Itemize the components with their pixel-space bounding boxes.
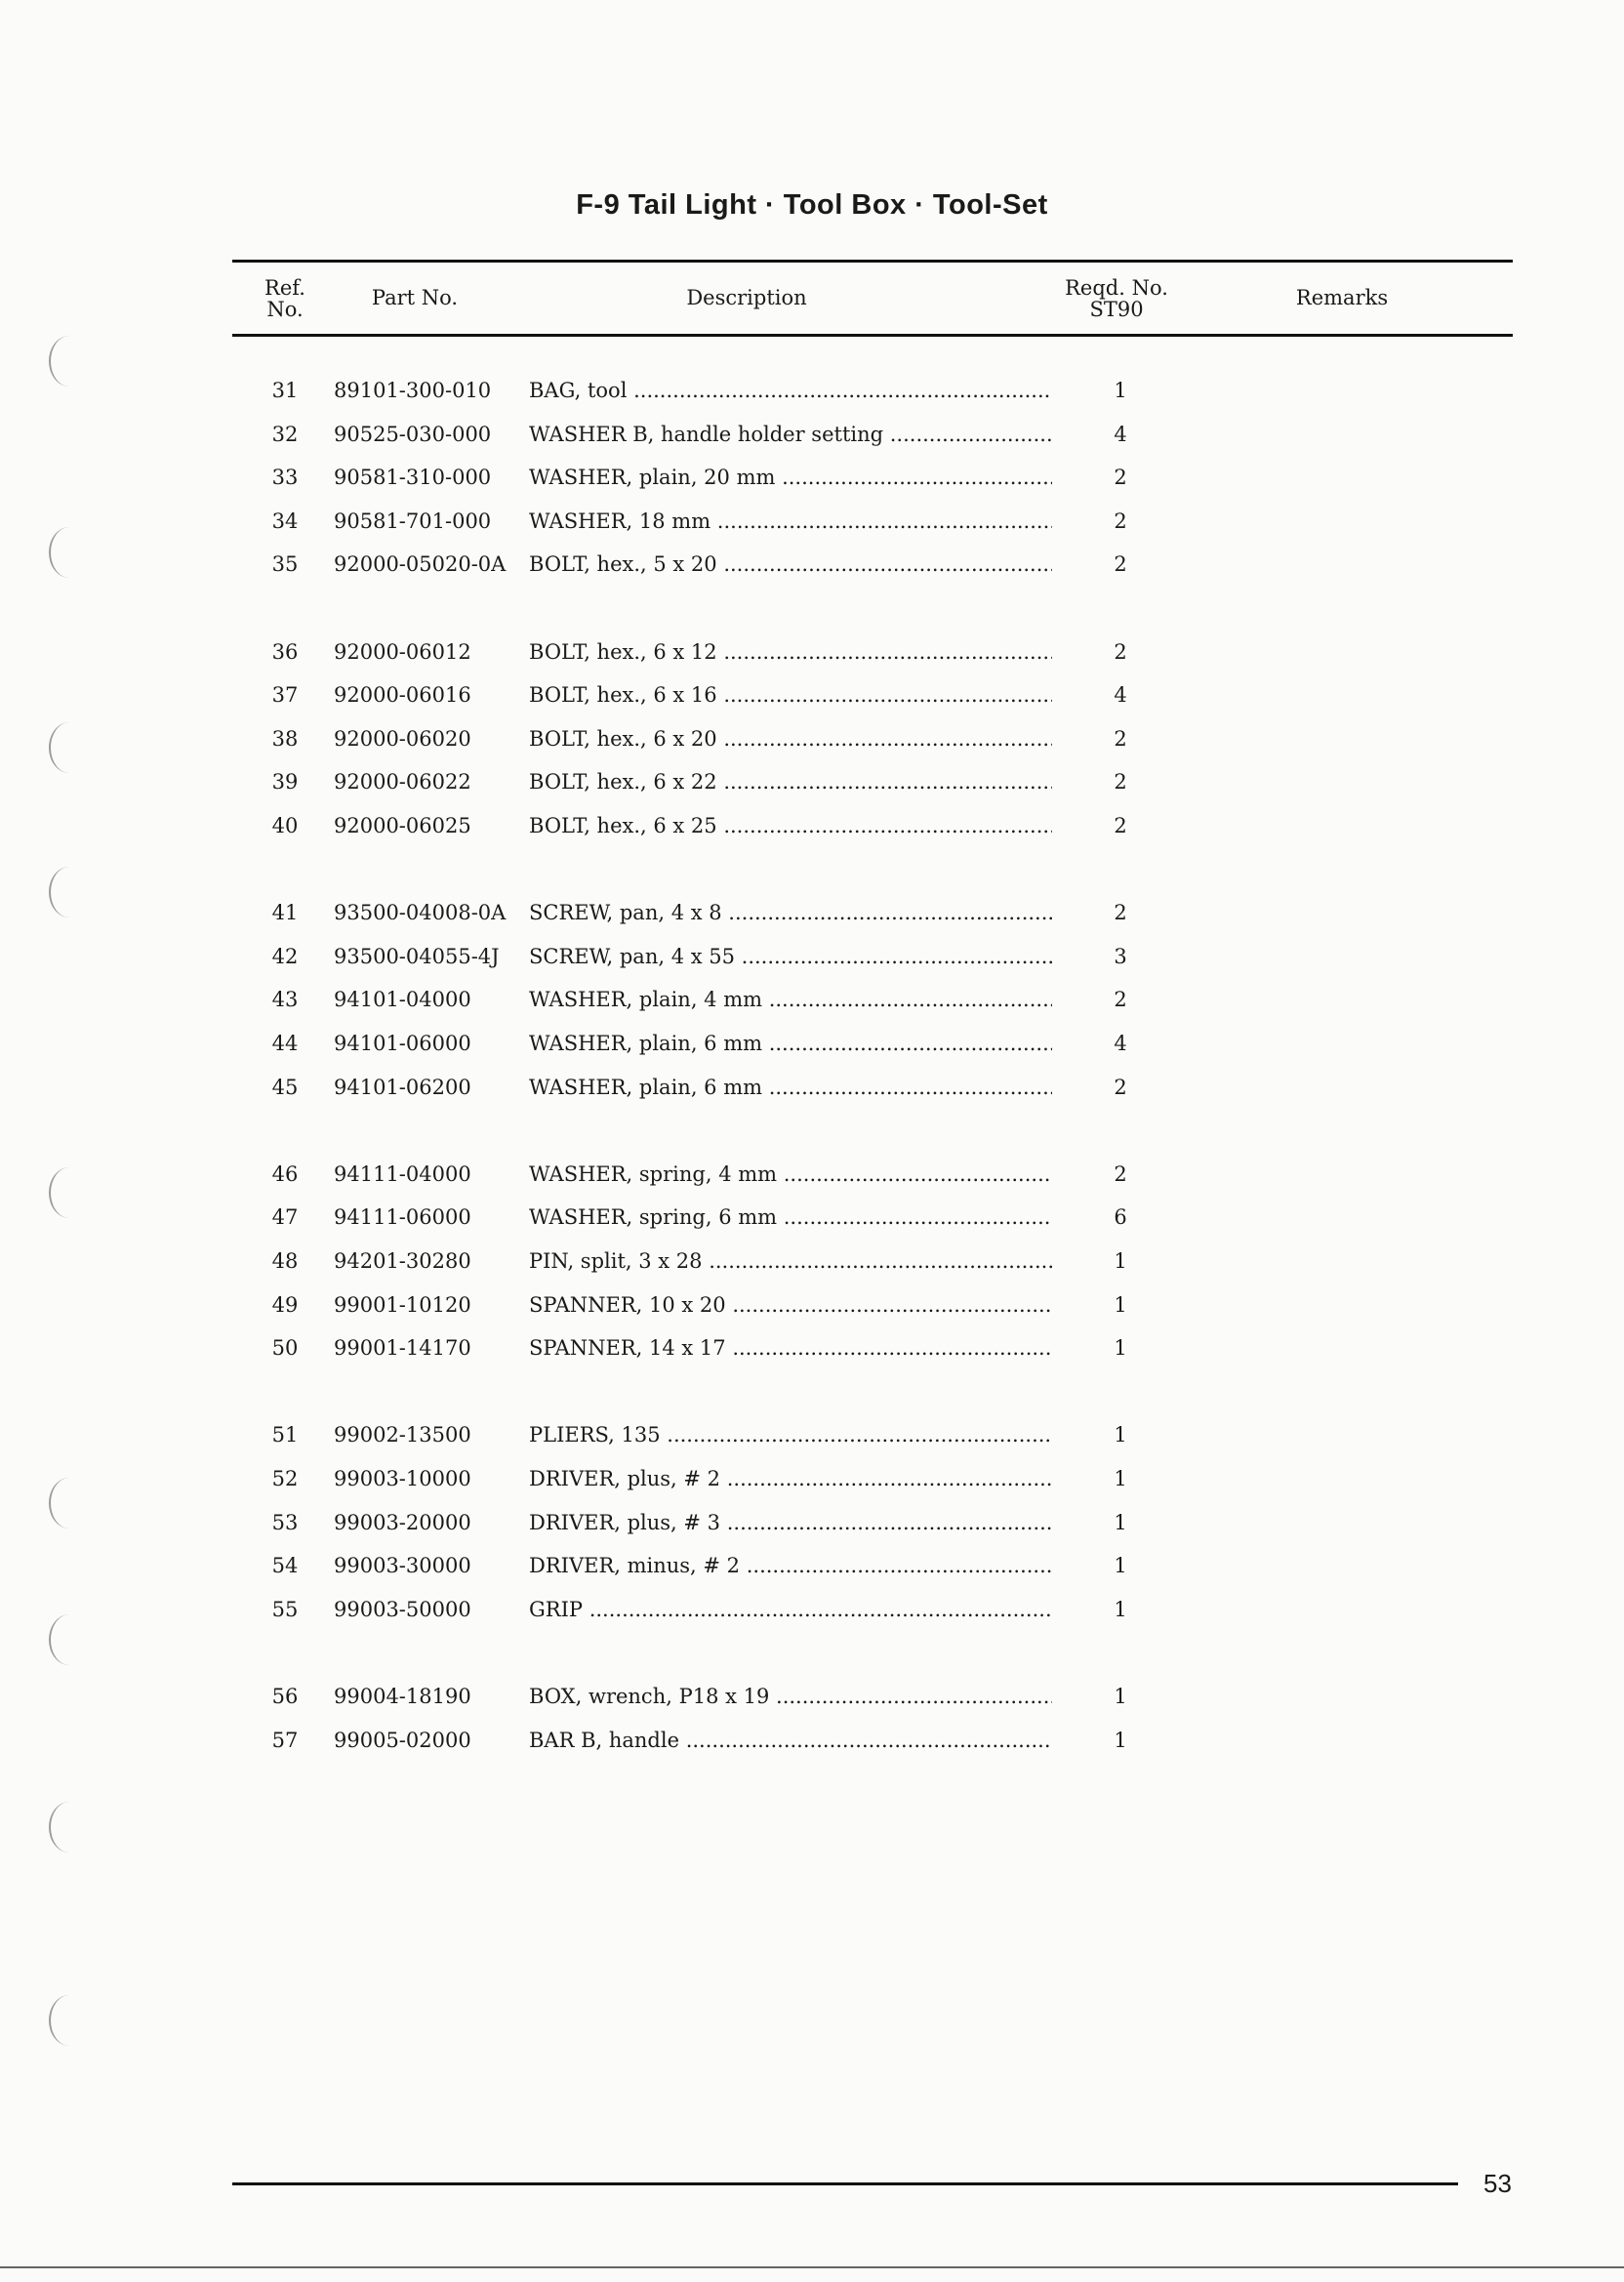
quantity-cell: 2 bbox=[1114, 814, 1127, 837]
column-header-reqd-no bbox=[1035, 277, 1198, 320]
description-cell: WASHER, plain, 6 mm ..... bbox=[529, 1072, 1052, 1103]
part-no-cell: 99003-10000 bbox=[334, 1467, 471, 1490]
part-no-cell: 94101-04000 bbox=[334, 988, 471, 1012]
quantity-cell: 3 bbox=[1114, 944, 1127, 968]
quantity-cell: 2 bbox=[1114, 988, 1127, 1012]
quantity-cell: 1 bbox=[1114, 1554, 1127, 1578]
quantity-cell: 2 bbox=[1114, 1161, 1127, 1186]
table-row bbox=[0, 1419, 1624, 1450]
description-cell: BOLT, hex., 5 x 20 ..... bbox=[529, 549, 1052, 580]
quantity-cell: 1 bbox=[1114, 1467, 1127, 1490]
ref-no-cell: 54 bbox=[271, 1554, 299, 1578]
reqd-header-line1: Reqd. No. bbox=[1065, 276, 1168, 300]
quantity-cell: 4 bbox=[1114, 683, 1127, 708]
binder-hole-mark bbox=[49, 336, 90, 387]
ref-no-cell: 56 bbox=[271, 1685, 299, 1708]
binder-hole-mark bbox=[49, 1614, 90, 1665]
quantity-cell: 1 bbox=[1114, 1423, 1127, 1447]
quantity-cell: 1 bbox=[1114, 1336, 1127, 1361]
part-no-cell: 92000-06012 bbox=[334, 639, 471, 664]
part-no-cell: 93500-04008-0A bbox=[334, 901, 507, 925]
quantity-cell: 2 bbox=[1114, 901, 1127, 925]
table-row bbox=[0, 1594, 1624, 1625]
table-row bbox=[0, 1725, 1624, 1756]
table-row bbox=[0, 1463, 1624, 1494]
part-no-cell: 90525-030-000 bbox=[334, 422, 492, 446]
table-row bbox=[0, 941, 1624, 972]
table-row bbox=[0, 766, 1624, 797]
column-header-description: Description bbox=[686, 286, 807, 309]
binder-hole-mark bbox=[49, 1478, 90, 1528]
quantity-cell: 2 bbox=[1114, 639, 1127, 664]
ref-no-cell: 34 bbox=[271, 509, 299, 533]
description-cell: WASHER, 18 mm ..... bbox=[529, 506, 1052, 537]
quantity-cell: 2 bbox=[1114, 770, 1127, 795]
ref-no-cell: 36 bbox=[271, 639, 299, 664]
quantity-cell: 1 bbox=[1114, 1292, 1127, 1317]
table-row bbox=[0, 1681, 1624, 1712]
description-cell: PIN, split, 3 x 28 ..... bbox=[529, 1245, 1052, 1277]
page-number: 53 bbox=[1483, 2169, 1512, 2198]
part-no-cell: 94101-06000 bbox=[334, 1032, 471, 1055]
reqd-header-line2: ST90 bbox=[1089, 298, 1144, 321]
ref-no-cell: 33 bbox=[271, 466, 299, 490]
ref-no-cell: 31 bbox=[271, 379, 299, 402]
binder-hole-mark bbox=[49, 1802, 90, 1853]
header-bottom-rule bbox=[232, 334, 1513, 337]
part-no-cell: 99003-50000 bbox=[334, 1597, 471, 1621]
table-row bbox=[0, 1550, 1624, 1581]
part-no-cell: 94111-04000 bbox=[334, 1161, 471, 1186]
part-no-cell: 89101-300-010 bbox=[334, 379, 492, 402]
ref-no-cell: 49 bbox=[271, 1292, 299, 1317]
quantity-cell: 1 bbox=[1114, 379, 1127, 402]
table-row bbox=[0, 1332, 1624, 1364]
table-row bbox=[0, 419, 1624, 450]
description-cell: GRIP ..... bbox=[529, 1594, 1052, 1625]
table-row bbox=[0, 810, 1624, 841]
part-no-cell: 92000-06022 bbox=[334, 770, 471, 795]
description-cell: WASHER, plain, 20 mm ..... bbox=[529, 462, 1052, 493]
ref-no-cell: 50 bbox=[271, 1336, 299, 1361]
ref-no-cell: 57 bbox=[271, 1728, 299, 1752]
description-cell: WASHER B, handle holder setting ..... bbox=[529, 419, 1052, 450]
quantity-cell: 2 bbox=[1114, 726, 1127, 751]
description-cell: DRIVER, plus, # 2 ..... bbox=[529, 1463, 1052, 1494]
column-header-ref-no bbox=[250, 277, 320, 320]
ref-no-cell: 41 bbox=[271, 901, 299, 925]
ref-no-cell: 42 bbox=[271, 944, 299, 968]
table-row bbox=[0, 506, 1624, 537]
ref-no-cell: 40 bbox=[271, 814, 299, 837]
part-no-cell: 99001-10120 bbox=[334, 1292, 471, 1317]
table-row bbox=[0, 1507, 1624, 1538]
quantity-cell: 6 bbox=[1114, 1205, 1127, 1230]
table-row bbox=[0, 1028, 1624, 1059]
ref-no-cell: 46 bbox=[271, 1161, 299, 1186]
ref-no-cell: 51 bbox=[271, 1423, 299, 1447]
page-edge-line bbox=[0, 2266, 1624, 2268]
part-no-cell: 99001-14170 bbox=[334, 1336, 471, 1361]
column-header-part-no: Part No. bbox=[371, 286, 459, 309]
description-cell: BOLT, hex., 6 x 12 ..... bbox=[529, 636, 1052, 668]
ref-no-cell: 39 bbox=[271, 770, 299, 795]
ref-header-line1: Ref. bbox=[264, 276, 305, 300]
ref-no-cell: 37 bbox=[271, 683, 299, 708]
description-cell: BOLT, hex., 6 x 16 ..... bbox=[529, 679, 1052, 711]
table-row bbox=[0, 723, 1624, 754]
description-cell: DRIVER, plus, # 3 ..... bbox=[529, 1507, 1052, 1538]
ref-header-line2: No. bbox=[266, 298, 304, 321]
footer-rule bbox=[232, 2182, 1458, 2185]
ref-no-cell: 48 bbox=[271, 1249, 299, 1273]
part-no-cell: 99003-20000 bbox=[334, 1510, 471, 1534]
table-row bbox=[0, 1289, 1624, 1321]
part-no-cell: 90581-310-000 bbox=[334, 466, 492, 490]
ref-no-cell: 43 bbox=[271, 988, 299, 1012]
part-no-cell: 94201-30280 bbox=[334, 1249, 471, 1273]
quantity-cell: 4 bbox=[1114, 1032, 1127, 1055]
description-cell: SPANNER, 14 x 17 ..... bbox=[529, 1332, 1052, 1364]
ref-no-cell: 53 bbox=[271, 1510, 299, 1534]
binder-hole-mark bbox=[49, 722, 90, 773]
description-cell: BOLT, hex., 6 x 25 ..... bbox=[529, 810, 1052, 841]
ref-no-cell: 47 bbox=[271, 1205, 299, 1230]
part-no-cell: 90581-701-000 bbox=[334, 509, 492, 533]
description-cell: SCREW, pan, 4 x 8 ..... bbox=[529, 897, 1052, 928]
table-row bbox=[0, 1245, 1624, 1277]
part-no-cell: 94111-06000 bbox=[334, 1205, 471, 1230]
description-cell: BOX, wrench, P18 x 19 ..... bbox=[529, 1681, 1052, 1712]
description-cell: WASHER, plain, 4 mm ..... bbox=[529, 984, 1052, 1015]
table-top-rule bbox=[232, 260, 1513, 263]
part-no-cell: 99002-13500 bbox=[334, 1423, 471, 1447]
part-no-cell: 92000-06025 bbox=[334, 814, 471, 837]
table-row bbox=[0, 984, 1624, 1015]
quantity-cell: 1 bbox=[1114, 1249, 1127, 1273]
description-cell: WASHER, spring, 6 mm ..... bbox=[529, 1202, 1052, 1233]
description-cell: BOLT, hex., 6 x 22 ..... bbox=[529, 766, 1052, 797]
table-row bbox=[0, 897, 1624, 928]
quantity-cell: 1 bbox=[1114, 1597, 1127, 1621]
description-cell: BAR B, handle ..... bbox=[529, 1725, 1052, 1756]
part-no-cell: 92000-06016 bbox=[334, 683, 471, 708]
quantity-cell: 4 bbox=[1114, 422, 1127, 446]
table-row bbox=[0, 462, 1624, 493]
ref-no-cell: 44 bbox=[271, 1032, 299, 1055]
quantity-cell: 1 bbox=[1114, 1728, 1127, 1752]
part-no-cell: 99004-18190 bbox=[334, 1685, 471, 1708]
ref-no-cell: 55 bbox=[271, 1597, 299, 1621]
table-row bbox=[0, 679, 1624, 711]
quantity-cell: 2 bbox=[1114, 509, 1127, 533]
quantity-cell: 1 bbox=[1114, 1510, 1127, 1534]
description-cell: BOLT, hex., 6 x 20 ..... bbox=[529, 723, 1052, 754]
description-cell: SCREW, pan, 4 x 55 ..... bbox=[529, 941, 1052, 972]
description-cell: WASHER, plain, 6 mm ..... bbox=[529, 1028, 1052, 1059]
table-row bbox=[0, 375, 1624, 406]
quantity-cell: 2 bbox=[1114, 1075, 1127, 1099]
column-header-remarks: Remarks bbox=[1295, 286, 1389, 309]
page-title: F-9 Tail Light · Tool Box · Tool-Set bbox=[576, 189, 1048, 221]
description-cell: WASHER, spring, 4 mm ..... bbox=[529, 1159, 1052, 1190]
ref-no-cell: 52 bbox=[271, 1467, 299, 1490]
binder-hole-mark bbox=[49, 1995, 90, 2046]
binder-hole-mark bbox=[49, 527, 90, 578]
part-no-cell: 94101-06200 bbox=[334, 1075, 471, 1099]
ref-no-cell: 38 bbox=[271, 726, 299, 751]
quantity-cell: 2 bbox=[1114, 466, 1127, 490]
part-no-cell: 92000-06020 bbox=[334, 726, 471, 751]
description-cell: BAG, tool ..... bbox=[529, 375, 1052, 406]
binder-hole-mark bbox=[49, 1167, 90, 1218]
binder-hole-mark bbox=[49, 867, 90, 917]
table-row bbox=[0, 1159, 1624, 1190]
part-no-cell: 99003-30000 bbox=[334, 1554, 471, 1578]
quantity-cell: 2 bbox=[1114, 552, 1127, 577]
ref-no-cell: 35 bbox=[271, 552, 299, 577]
part-no-cell: 99005-02000 bbox=[334, 1728, 471, 1752]
part-no-cell: 92000-05020-0A bbox=[334, 552, 507, 577]
description-cell: PLIERS, 135 ..... bbox=[529, 1419, 1052, 1450]
table-row bbox=[0, 549, 1624, 580]
table-row bbox=[0, 636, 1624, 668]
quantity-cell: 1 bbox=[1114, 1685, 1127, 1708]
table-row bbox=[0, 1202, 1624, 1233]
part-no-cell: 93500-04055-4J bbox=[334, 944, 500, 968]
description-cell: DRIVER, minus, # 2 ..... bbox=[529, 1550, 1052, 1581]
description-cell: SPANNER, 10 x 20 ..... bbox=[529, 1289, 1052, 1321]
table-row bbox=[0, 1072, 1624, 1103]
ref-no-cell: 32 bbox=[271, 422, 299, 446]
ref-no-cell: 45 bbox=[271, 1075, 299, 1099]
